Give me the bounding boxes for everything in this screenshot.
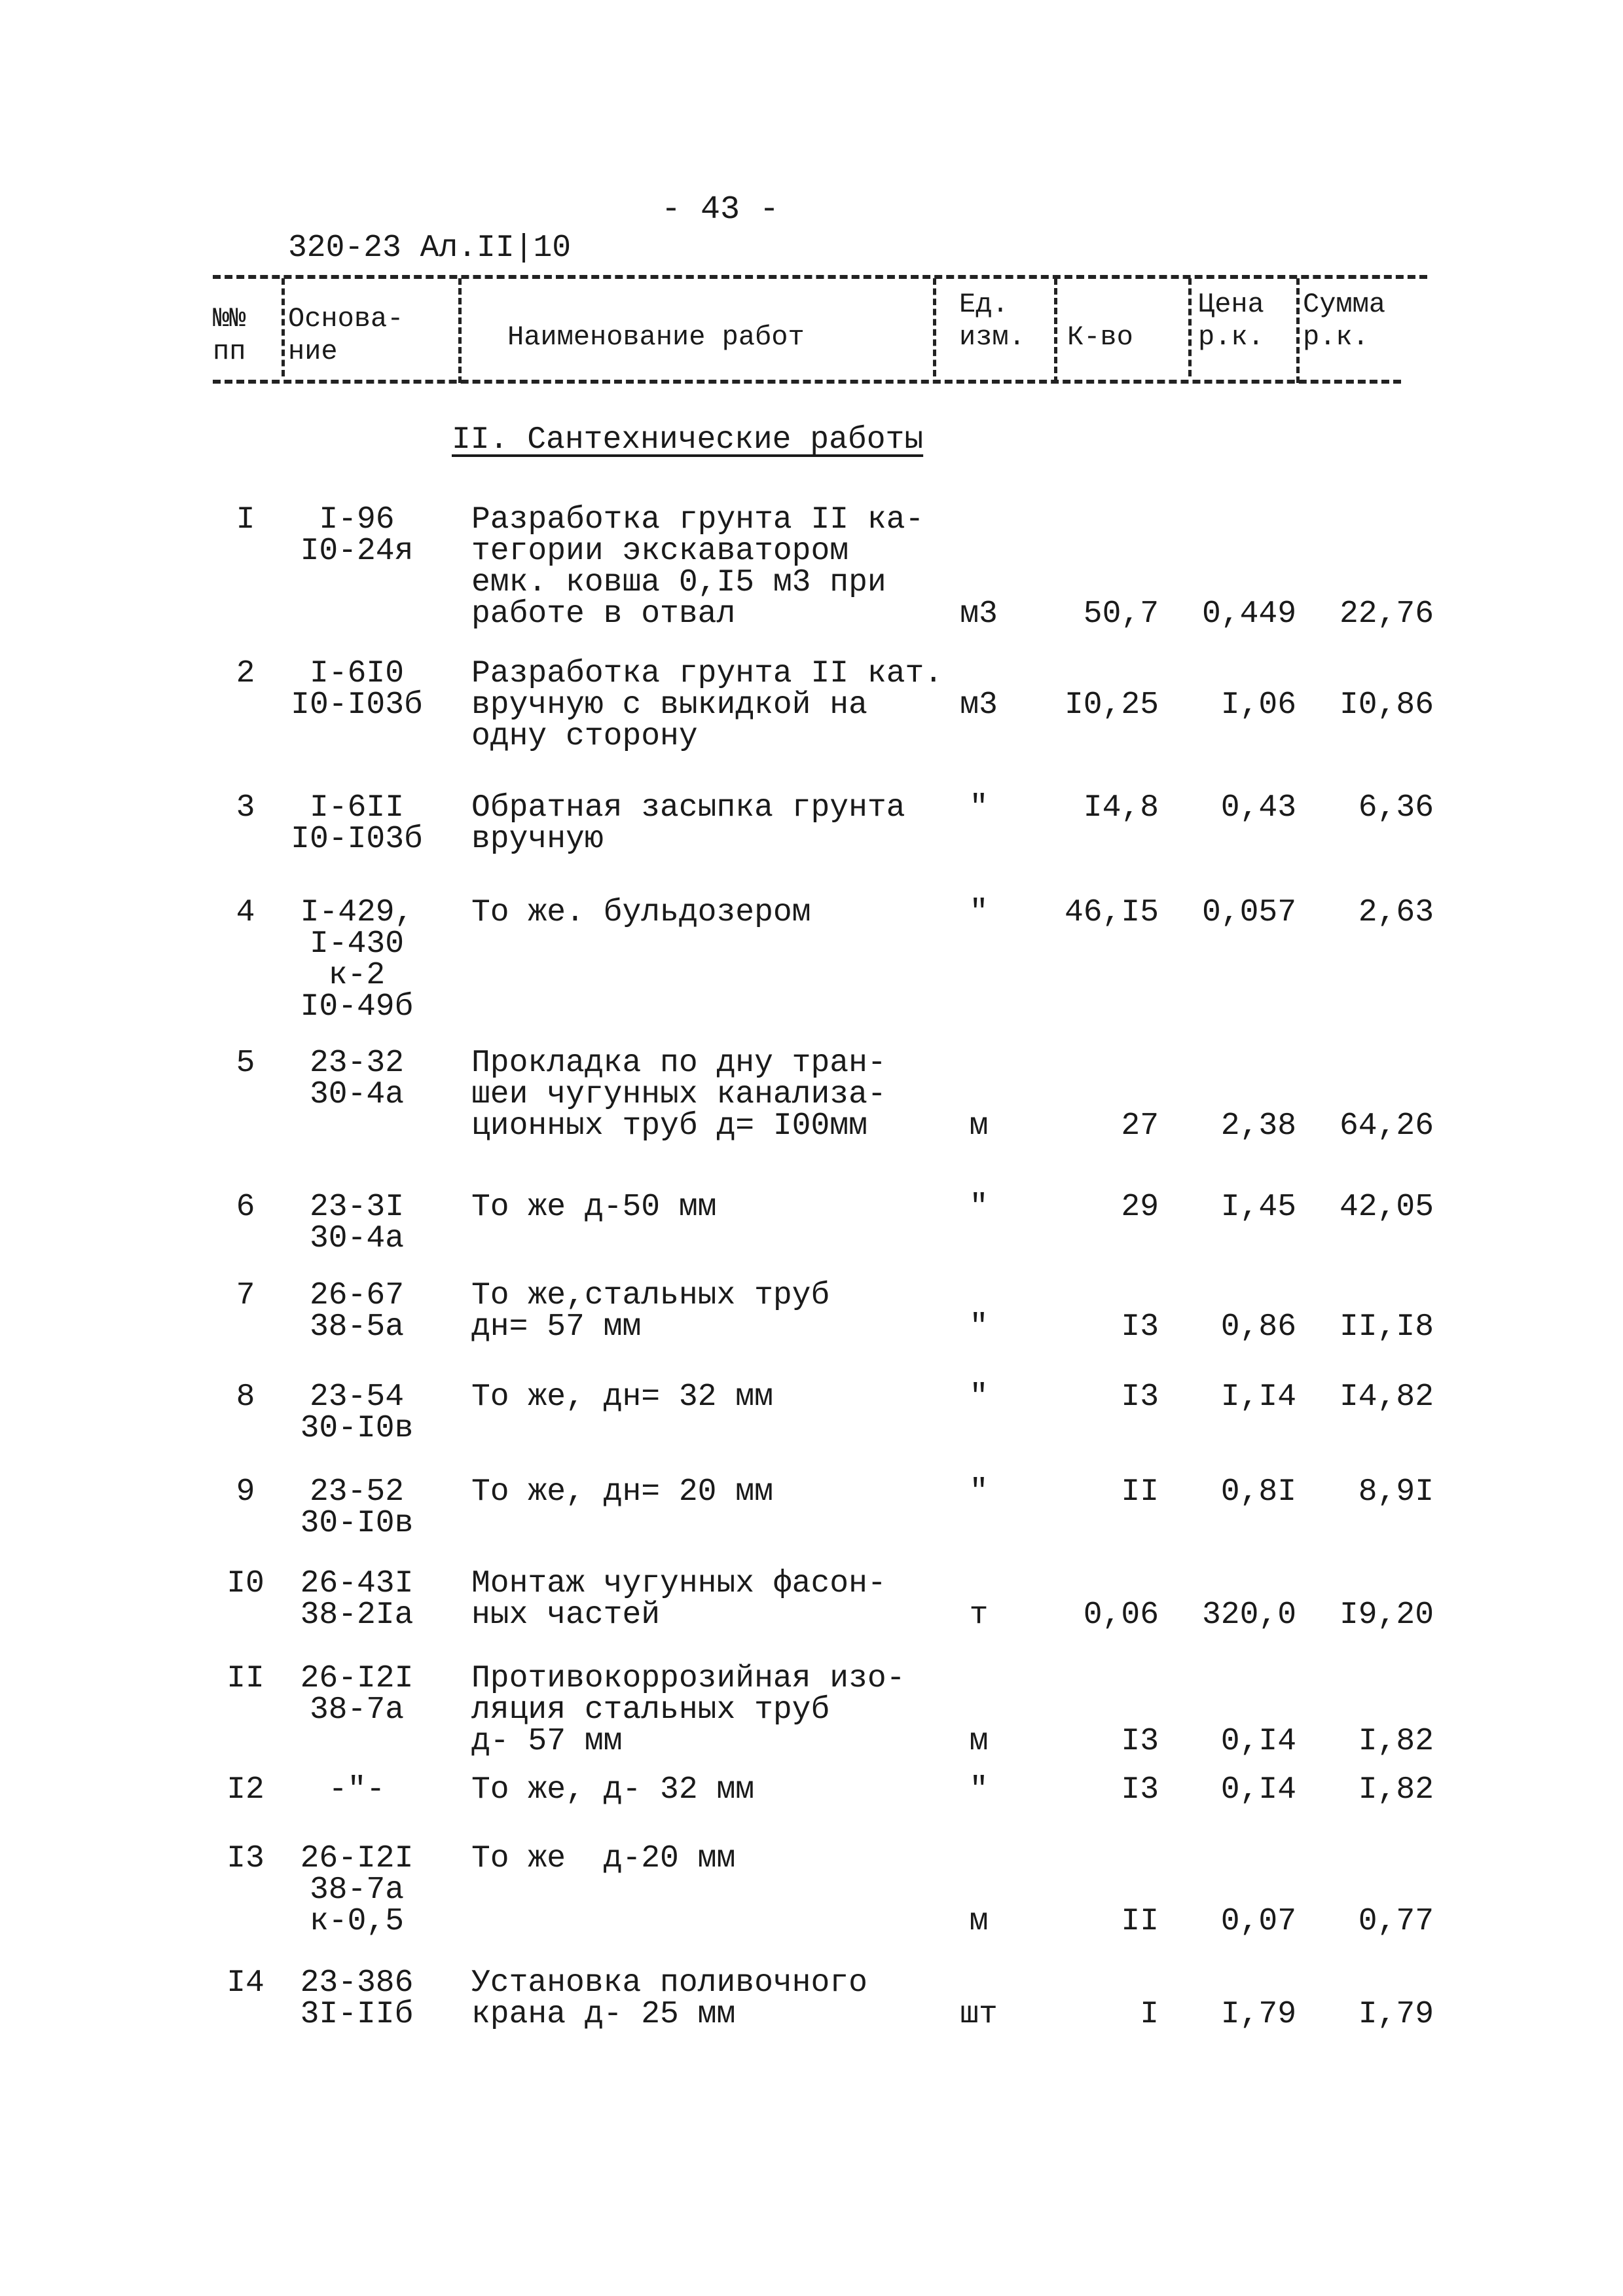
row-quantity: I4,8 <box>1083 790 1159 826</box>
row-price: I,45 <box>1220 1190 1296 1225</box>
row-quantity: 27 <box>1121 1108 1159 1144</box>
row-basis: 23-52 30-I0в <box>300 1474 414 1541</box>
row-sum: 2,63 <box>1358 895 1434 930</box>
row-number: 7 <box>236 1278 255 1313</box>
row-quantity: 29 <box>1121 1190 1159 1225</box>
row-sum: 22,76 <box>1339 596 1434 632</box>
row-basis: 26-43I 38-2Iа <box>300 1566 414 1633</box>
row-number: 9 <box>236 1474 255 1510</box>
row-price: 0,057 <box>1201 895 1296 930</box>
row-sum: I,79 <box>1358 1997 1434 2032</box>
row-sum: 8,9I <box>1358 1474 1434 1510</box>
row-quantity: I3 <box>1121 1724 1159 1759</box>
row-basis: I-6I0 I0-I03б <box>291 656 423 723</box>
row-quantity: I0,25 <box>1064 687 1159 723</box>
header-name: Наименование работ <box>507 321 805 353</box>
page-number: - 43 - <box>661 191 780 228</box>
row-quantity: 46,I5 <box>1064 895 1159 930</box>
row-quantity: I3 <box>1121 1379 1159 1415</box>
row-price: 0,8I <box>1220 1474 1296 1510</box>
row-unit: " <box>969 1474 989 1510</box>
row-basis: 23-386 3I-IIб <box>300 1965 414 2032</box>
row-basis: I-429, I-430 к-2 I0-49б <box>300 895 414 1025</box>
row-sum: I,82 <box>1358 1772 1434 1808</box>
row-unit: " <box>969 1379 989 1415</box>
row-number: 4 <box>236 895 255 930</box>
row-work-name: То же д-20 мм <box>471 1841 736 1876</box>
row-work-name: То же, дн= 32 мм <box>471 1379 773 1415</box>
row-work-name: То же. бульдозером <box>471 895 811 930</box>
header-top-rule <box>213 275 1427 279</box>
row-sum: I0,86 <box>1339 687 1434 723</box>
row-price: I,79 <box>1220 1997 1296 2032</box>
header-unit: Ед. изм. <box>959 289 1025 353</box>
row-work-name: Прокладка по дну тран- шеи чугунных канализа- ционных труб д= I00мм <box>471 1046 886 1144</box>
row-price: I,I4 <box>1220 1379 1296 1415</box>
header-basis: Основа- ние <box>288 303 404 367</box>
row-work-name: То же, д- 32 мм <box>471 1772 755 1808</box>
row-quantity: I3 <box>1121 1772 1159 1808</box>
row-quantity: 50,7 <box>1083 596 1159 632</box>
row-work-name: То же,стальных труб дн= 57 мм <box>471 1278 830 1345</box>
row-quantity: II <box>1121 1904 1159 1939</box>
row-work-name: Монтаж чугунных фасон- ных частей <box>471 1566 886 1633</box>
header-num: №№ пп <box>213 303 246 367</box>
row-number: II <box>227 1661 264 1696</box>
row-quantity: I <box>1140 1997 1159 2032</box>
row-price: 0,07 <box>1220 1904 1296 1939</box>
row-work-name: То же, дн= 20 мм <box>471 1474 773 1510</box>
row-unit: шт <box>960 1997 998 2032</box>
row-price: 0,449 <box>1201 596 1296 632</box>
row-unit: " <box>969 895 989 930</box>
row-basis: 26-I2I 38-7а <box>300 1661 414 1728</box>
row-basis: -"- <box>328 1772 386 1808</box>
row-number: I3 <box>227 1841 264 1876</box>
row-number: 2 <box>236 656 255 691</box>
row-unit: " <box>969 790 989 826</box>
row-sum: I,82 <box>1358 1724 1434 1759</box>
row-basis: 23-3I 30-4а <box>309 1190 405 1256</box>
row-basis: I-6II I0-I03б <box>291 790 423 857</box>
row-work-name: Обратная засыпка грунта вручную <box>471 790 905 857</box>
row-quantity: 0,06 <box>1083 1597 1159 1633</box>
row-unit: т <box>969 1597 989 1633</box>
row-unit: м <box>969 1904 989 1939</box>
header-divider-6 <box>1296 278 1300 383</box>
row-number: I <box>236 502 255 538</box>
row-price: 0,86 <box>1220 1309 1296 1345</box>
row-basis: I-96 I0-24я <box>300 502 414 569</box>
row-number: I0 <box>227 1566 264 1601</box>
row-work-name: То же д-50 мм <box>471 1190 717 1225</box>
row-price: 320,0 <box>1201 1597 1296 1633</box>
row-quantity: II <box>1121 1474 1159 1510</box>
row-price: I,06 <box>1220 687 1296 723</box>
row-number: I4 <box>227 1965 264 2001</box>
header-divider-5 <box>1188 278 1192 376</box>
row-unit: м <box>969 1724 989 1759</box>
row-unit: м3 <box>960 596 998 632</box>
row-number: 8 <box>236 1379 255 1415</box>
row-unit: " <box>969 1772 989 1808</box>
row-sum: 42,05 <box>1339 1190 1434 1225</box>
row-price: 0,I4 <box>1220 1724 1296 1759</box>
row-unit: м3 <box>960 687 998 723</box>
document-code: 320-23 Ал.II|10 <box>288 230 572 266</box>
row-unit: м <box>969 1108 989 1144</box>
header-divider-2 <box>458 278 462 383</box>
row-basis: 26-I2I 38-7а к-0,5 <box>300 1841 414 1939</box>
row-number: I2 <box>227 1772 264 1808</box>
header-qty: К-во <box>1067 321 1133 353</box>
header-divider-4 <box>1054 278 1057 383</box>
header-bottom-rule <box>213 380 1401 384</box>
row-unit: " <box>969 1309 989 1345</box>
row-sum: 64,26 <box>1339 1108 1434 1144</box>
header-divider-3 <box>933 278 936 376</box>
row-number: 6 <box>236 1190 255 1225</box>
row-quantity: I3 <box>1121 1309 1159 1345</box>
row-basis: 23-32 30-4а <box>309 1046 405 1112</box>
row-work-name: Противокоррозийная изо- ляция стальных труб д- 57 мм <box>471 1661 905 1759</box>
row-sum: I4,82 <box>1339 1379 1434 1415</box>
header-divider-1 <box>282 278 285 376</box>
row-sum: 6,36 <box>1358 790 1434 826</box>
header-price: Цена р.к. <box>1198 289 1264 353</box>
row-number: 5 <box>236 1046 255 1081</box>
row-number: 3 <box>236 790 255 826</box>
row-work-name: Разработка грунта II кат. вручную с выкидкой на одну сторону <box>471 656 943 754</box>
row-basis: 26-67 38-5а <box>309 1278 405 1345</box>
row-sum: 0,77 <box>1358 1904 1434 1939</box>
section-title: II. Сантехнические работы <box>452 422 924 458</box>
row-work-name: Разработка грунта II ка- тегории экскаватором емк. ковша 0,I5 м3 при работе в отвал <box>471 502 924 632</box>
header-sum: Сумма р.к. <box>1303 289 1386 353</box>
row-work-name: Установка поливочного крана д- 25 мм <box>471 1965 867 2032</box>
row-sum: I9,20 <box>1339 1597 1434 1633</box>
row-sum: II,I8 <box>1339 1309 1434 1345</box>
row-price: 0,43 <box>1220 790 1296 826</box>
row-price: 0,I4 <box>1220 1772 1296 1808</box>
row-price: 2,38 <box>1220 1108 1296 1144</box>
row-basis: 23-54 30-I0в <box>300 1379 414 1446</box>
row-unit: " <box>969 1190 989 1225</box>
